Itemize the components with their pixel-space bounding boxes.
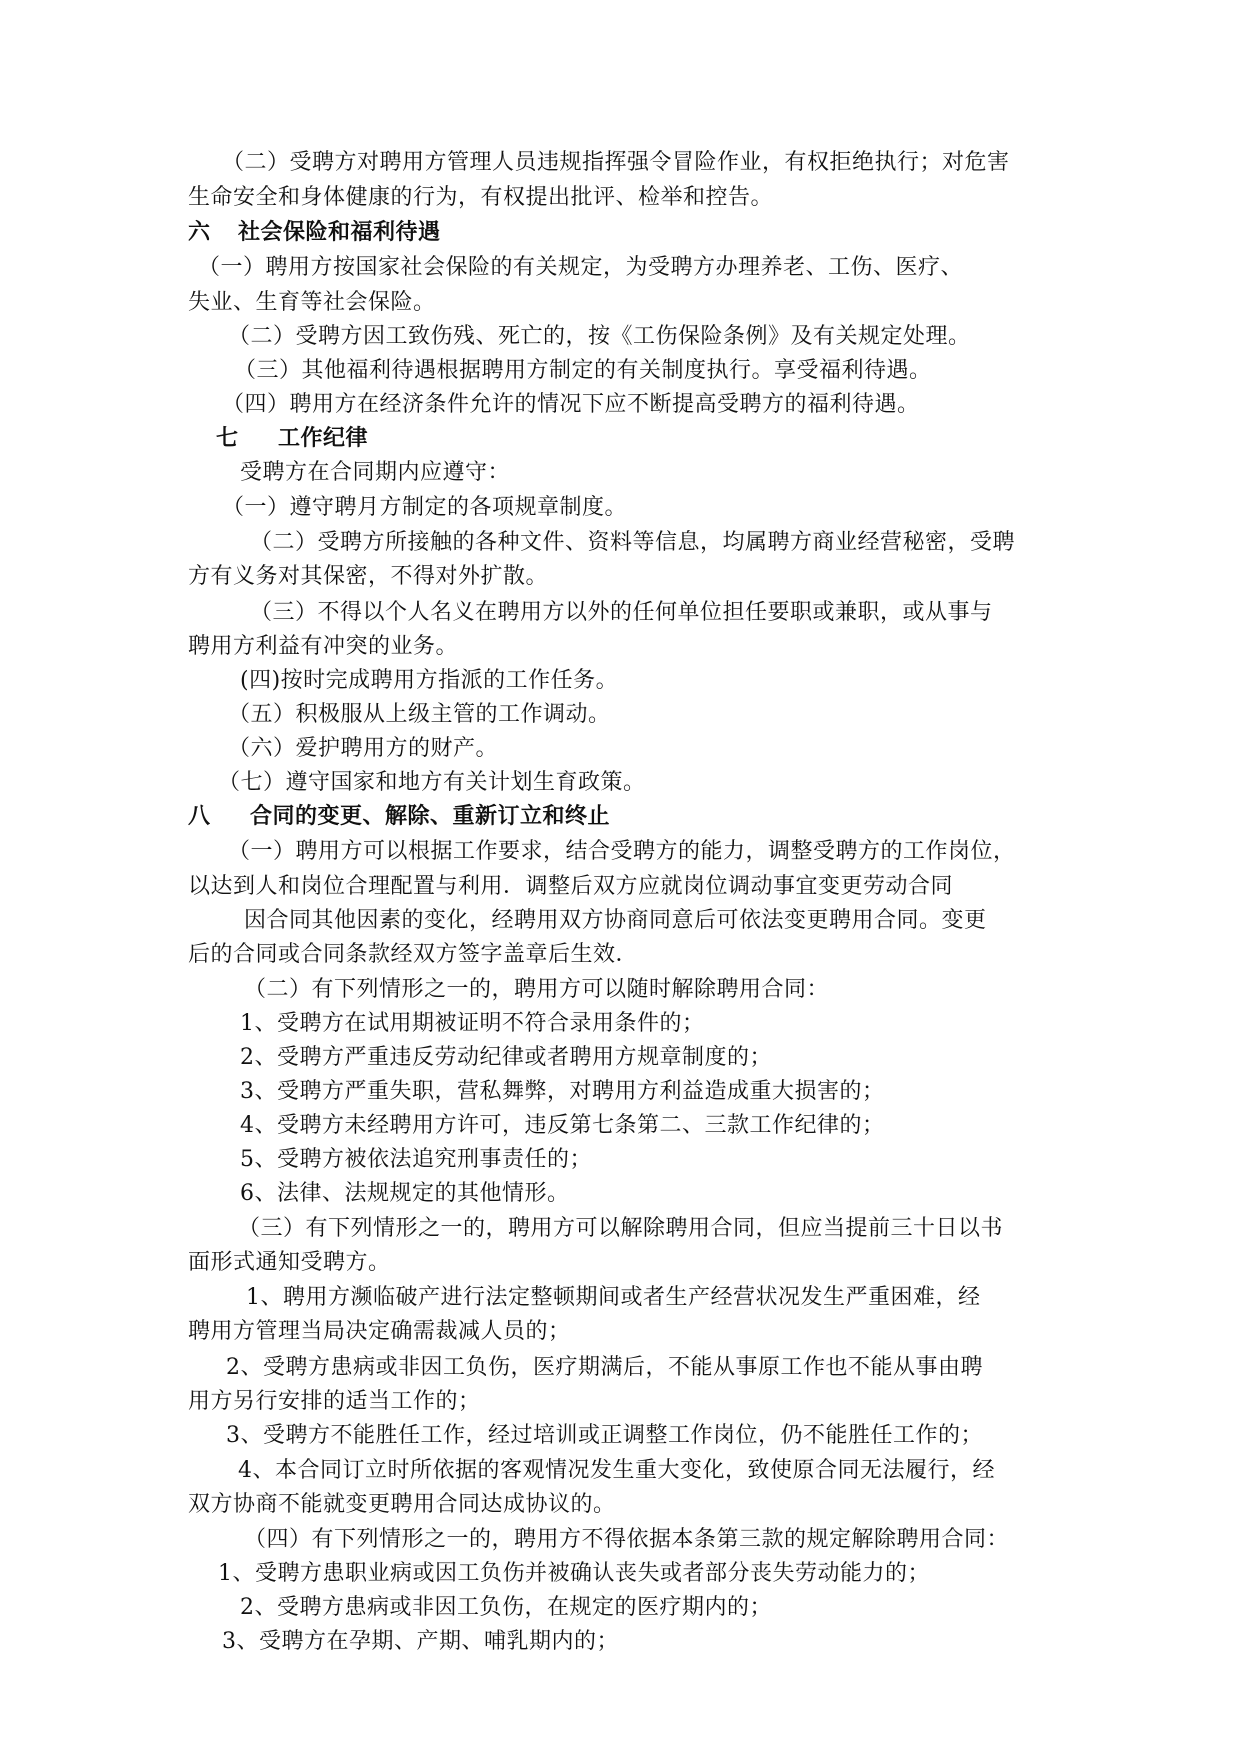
text-line: 以达到人和岗位合理配置与利用．调整后双方应就岗位调动事宜变更劳动合同 — [188, 874, 954, 899]
text-line: （四）有下列情形之一的，聘用方不得依据本条第三款的规定解除聘用合同： — [244, 1527, 1010, 1552]
text-line: （一）遵守聘月方制定的各项规章制度。 — [222, 495, 628, 520]
text-line: 失业、生育等社会保险。 — [188, 290, 436, 315]
text-line: 聘用方利益有冲突的业务。 — [188, 634, 459, 659]
text-line: 方有义务对其保密，不得对外扩散。 — [188, 564, 549, 589]
text-line: 3、受聘方在孕期、产期、哺乳期内的； — [222, 1629, 619, 1654]
text-line: 3、受聘方不能胜任工作，经过培训或正调整工作岗位，仍不能胜任工作的； — [226, 1423, 983, 1448]
text-line: 1、受聘方在试用期被证明不符合录用条件的； — [240, 1011, 705, 1036]
section-number: 六 — [188, 220, 211, 245]
text-line: 1、聘用方濒临破产进行法定整顿期间或者生产经营状况发生严重困难，经 — [246, 1285, 981, 1310]
text-line: 1、受聘方患职业病或因工负伤并被确认丧失或者部分丧失劳动能力的； — [218, 1561, 930, 1586]
text-line: （二）受聘方因工致伤残、死亡的，按《工伤保险条例》及有关规定处理。 — [228, 324, 971, 349]
text-line: 因合同其他因素的变化，经聘用双方协商同意后可依法变更聘用合同。变更 — [244, 908, 987, 933]
section-heading — [188, 218, 441, 248]
section-title: 工作纪律 — [278, 426, 369, 451]
text-line: 2、受聘方患病或非因工负伤，医疗期满后，不能从事原工作也不能从事由聘 — [226, 1355, 983, 1380]
text-line: （四）聘用方在经济条件允许的情况下应不断提高受聘方的福利待遇。 — [222, 392, 920, 417]
text-line: 4、本合同订立时所依据的客观情况发生重大变化，致使原合同无法履行，经 — [238, 1458, 995, 1483]
text-line: （三）不得以个人名义在聘用方以外的任何单位担任要职或兼职，或从事与 — [250, 600, 993, 625]
text-line: （五）积极服从上级主管的工作调动。 — [228, 702, 611, 727]
section-heading — [216, 424, 368, 454]
text-line: （六）爱护聘用方的财产。 — [228, 736, 499, 761]
section-number: 八 — [188, 804, 211, 829]
text-line: 2、受聘方患病或非因工负伤，在规定的医疗期内的； — [240, 1595, 772, 1620]
text-line: 用方另行安排的适当工作的； — [188, 1389, 481, 1414]
text-line: （三）其他福利待遇根据聘用方制定的有关制度执行。享受福利待遇。 — [234, 358, 932, 383]
text-line: 2、受聘方严重违反劳动纪律或者聘用方规章制度的； — [240, 1045, 772, 1070]
text-line: (四)按时完成聘用方指派的工作任务。 — [240, 668, 619, 693]
text-line: 4、受聘方未经聘用方许可，违反第七条第二、三款工作纪律的； — [240, 1113, 885, 1138]
text-line: 后的合同或合同条款经双方签字盖章后生效． — [188, 942, 639, 967]
text-line: 面形式通知受聘方。 — [188, 1250, 391, 1275]
text-line: （二）受聘方对聘用方管理人员违规指挥强令冒险作业，有权拒绝执行；对危害 — [222, 150, 1010, 175]
text-line: 聘用方管理当局决定确需裁减人员的； — [188, 1319, 571, 1344]
text-line: 6、法律、法规规定的其他情形。 — [240, 1181, 570, 1206]
text-line: 3、受聘方严重失职，营私舞弊，对聘用方利益造成重大损害的； — [240, 1079, 885, 1104]
section-heading — [188, 802, 610, 832]
text-line: （一）聘用方可以根据工作要求，结合受聘方的能力，调整受聘方的工作岗位， — [228, 839, 1016, 864]
text-line: （一）聘用方按国家社会保险的有关规定，为受聘方办理养老、工伤、医疗、 — [198, 255, 964, 280]
section-title: 社会保险和福利待遇 — [238, 220, 441, 245]
text-line: （七）遵守国家和地方有关计划生育政策。 — [218, 770, 646, 795]
text-line: 双方协商不能就变更聘用合同达成协议的。 — [188, 1492, 616, 1517]
text-line: 生命安全和身体健康的行为，有权提出批评、检举和控告。 — [188, 185, 774, 210]
section-title: 合同的变更、解除、重新订立和终止 — [250, 804, 611, 829]
text-line: （三）有下列情形之一的，聘用方可以解除聘用合同，但应当提前三十日以书 — [238, 1216, 1004, 1241]
text-line: 5、受聘方被依法追究刑事责任的； — [240, 1147, 592, 1172]
text-line: （二）受聘方所接触的各种文件、资料等信息，均属聘方商业经营秘密，受聘 — [250, 530, 1016, 555]
text-line: （二）有下列情形之一的，聘用方可以随时解除聘用合同： — [244, 977, 830, 1002]
text-line: 受聘方在合同期内应遵守： — [240, 460, 511, 485]
section-number: 七 — [216, 426, 239, 451]
